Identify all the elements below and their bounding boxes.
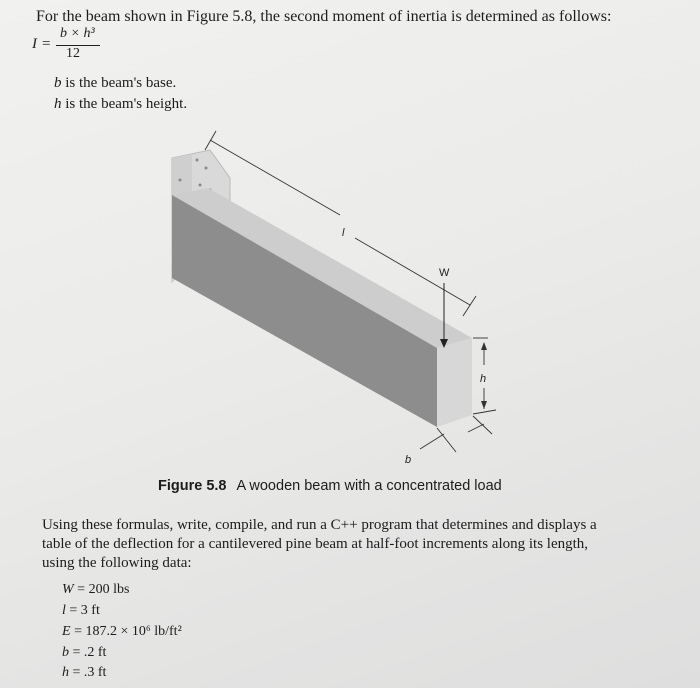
height-label: h — [480, 373, 487, 385]
data-item-height: h = .3 ft — [62, 665, 107, 680]
intro-text: For the beam shown in Figure 5.8, the second moment of inertia is determined as follows: — [36, 8, 612, 25]
caption-number: Figure 5.8 — [158, 478, 227, 494]
data-item-length: l = 3 ft — [62, 603, 100, 618]
data-item-load: W = 200 lbs — [62, 582, 130, 597]
formula-denominator: 12 — [66, 46, 80, 61]
definition-base: b is the beam's base. — [54, 75, 177, 91]
base-dimension-line — [420, 434, 444, 449]
caption-text: A wooden beam with a concentrated load — [236, 478, 502, 494]
formula-numerator: b × h³ — [60, 26, 95, 41]
data-item-modulus: E = 187.2 × 10⁶ lb/ft² — [62, 624, 182, 639]
paragraph-line: Using these formulas, write, compile, and run a C++ program that determines and displays a — [42, 517, 597, 533]
paragraph-line: table of the deflection for a cantilevered pine beam at half-foot increments along its length, — [42, 536, 589, 552]
formula-equals: = — [42, 36, 51, 52]
formula-lhs: I — [32, 36, 37, 52]
length-label: l — [342, 227, 345, 239]
base-label: b — [405, 454, 412, 466]
figure-caption — [158, 478, 502, 494]
beam-end-face — [437, 338, 472, 427]
definition-height: h is the beam's height. — [54, 96, 188, 112]
load-label: W — [439, 267, 450, 279]
paragraph-line: using the following data: — [42, 555, 192, 571]
data-item-base: b = .2 ft — [62, 645, 107, 660]
